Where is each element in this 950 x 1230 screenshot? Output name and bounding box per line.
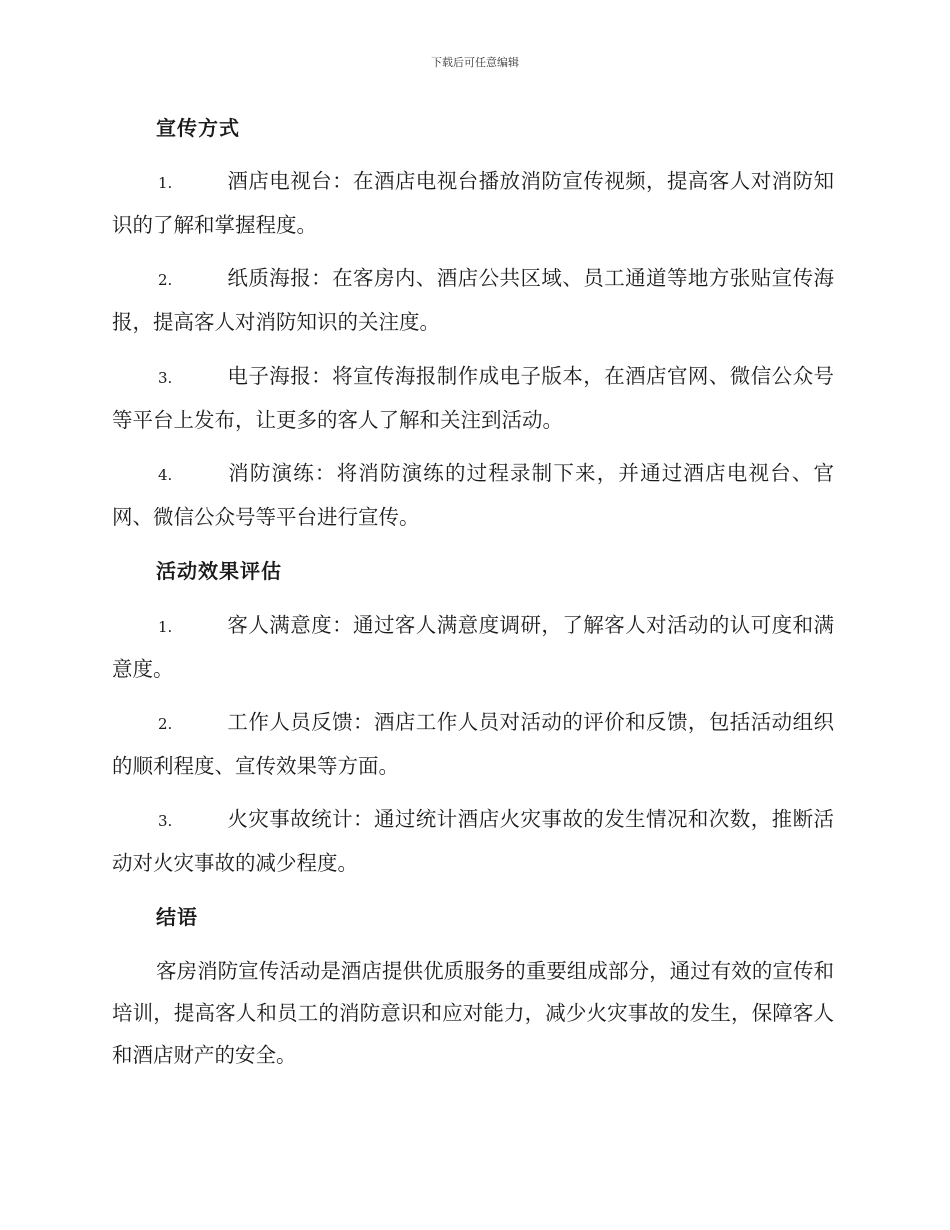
page-header: 下载后可任意编辑: [431, 56, 519, 69]
section-heading-conclusion: 结语: [156, 905, 198, 929]
section-heading-publicity: 宣传方式: [156, 116, 240, 140]
list-item: [112, 160, 834, 246]
list-item: [112, 798, 834, 884]
list-item: [112, 701, 834, 787]
item-number: 3.: [158, 369, 173, 387]
section-heading-evaluation: 活动效果评估: [156, 559, 282, 583]
item-text: 酒店电视台：在酒店电视台播放消防宣传视频，提高客人对消防知识的了解和掌握程度。: [112, 169, 834, 237]
item-text: 客人满意度：通过客人满意度调研，了解客人对活动的认可度和满意度。: [112, 613, 834, 681]
item-number: 1.: [158, 618, 173, 636]
item-number: 4.: [158, 466, 173, 484]
item-number: 1.: [158, 174, 173, 192]
list-item: [112, 355, 834, 441]
item-text: 纸质海报：在客房内、酒店公共区域、员工通道等地方张贴宣传海报，提高客人对消防知识的关注度。: [112, 266, 834, 334]
conclusion-paragraph: 客房消防宣传活动是酒店提供优质服务的重要组成部分，通过有效的宣传和培训，提高客人和员工的消防意识和应对能力，减少火灾事故的发生，保障客人和酒店财产的安全。: [112, 959, 834, 1067]
item-number: 3.: [158, 812, 173, 830]
item-text: 工作人员反馈：酒店工作人员对活动的评价和反馈，包括活动组织的顺利程度、宣传效果等方面。: [112, 710, 834, 778]
item-number: 2.: [158, 715, 173, 733]
list-item: [112, 452, 834, 538]
item-text: 消防演练：将消防演练的过程录制下来，并通过酒店电视台、官网、微信公众号等平台进行宣传。: [112, 461, 834, 529]
list-item: [112, 257, 834, 343]
item-text: 电子海报：将宣传海报制作成电子版本，在酒店官网、微信公众号等平台上发布，让更多的客人了解和关注到活动。: [112, 364, 834, 432]
item-number: 2.: [158, 271, 173, 289]
item-text: 火灾事故统计：通过统计酒店火灾事故的发生情况和次数，推断活动对火灾事故的减少程度。: [112, 807, 834, 875]
list-item: [112, 604, 834, 690]
